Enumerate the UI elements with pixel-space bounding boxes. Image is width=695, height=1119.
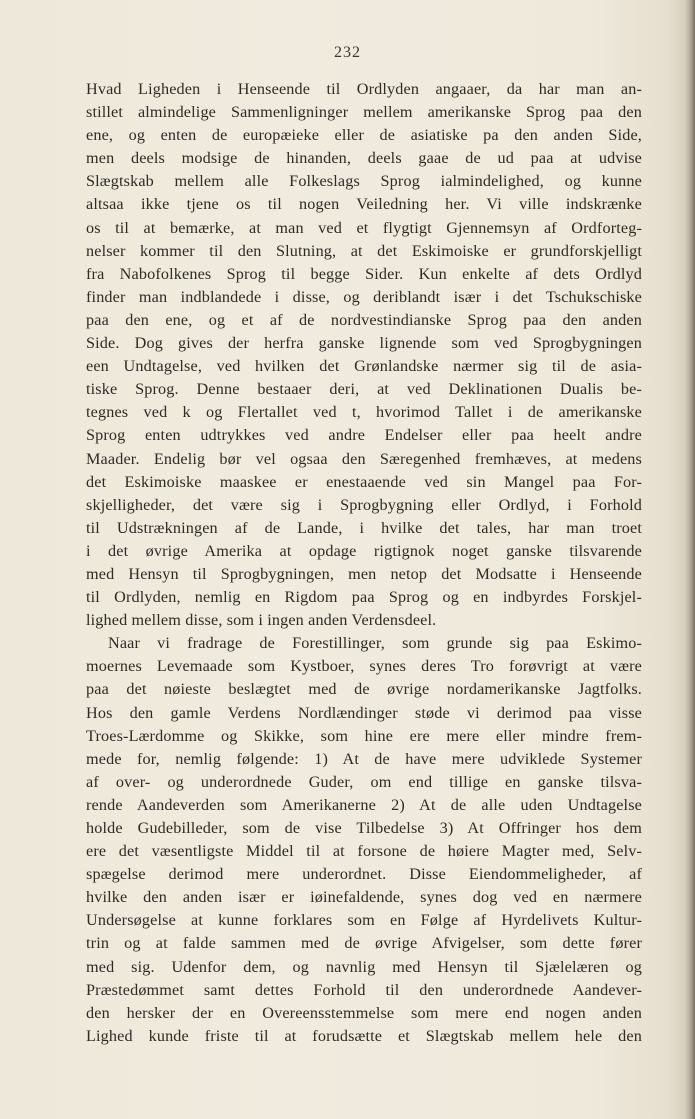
text-line: een Undtagelse, ved hvilken det Grønlandske nærmer sig til de asia- [86,357,642,376]
text-line: mede for, nemlig følgende: 1) At de have mere udviklede Systemer [86,749,642,768]
text-line: med sig. Udenfor dem, og navnlig med Hensyn til Sjælelæren og [86,957,642,976]
text-line: ere det væsentligste Middel til at forsone de høiere Magter med, Selv- [86,842,642,861]
text-line: trin og at falde sammen med de øvrige Afvigelser, som dette fører [86,934,642,953]
text-line: med Hensyn til Sprogbygningen, men netop det Modsatte i Henseende [86,564,642,583]
text-line: Side. Dog gives der herfra ganske lignende som ved Sprogbygningen [86,334,642,353]
text-line: Maader. Endelig bør vel ogsaa den Særegenhed fremhæves, at medens [86,449,642,468]
page-number: 232 [334,44,361,61]
text-line: til Udstrækningen af de Lande, i hvilke det tales, har man troet [86,518,642,537]
text-line: tiske Sprog. Denne bestaaer deri, at ved Deklinationen Dualis be- [86,380,642,399]
text-line: fra Nabofolkenes Sprog til begge Sider. Kun enkelte af dets Ordlyd [86,264,642,283]
paragraph-end-line: lighed mellem disse, som i ingen anden Verdensdeel. [86,611,437,630]
text-line: skjelligheder, det være sig i Sprogbygning eller Ordlyd, i Forhold [86,495,642,514]
page-edge-shadow [685,0,695,1119]
text-line: paa den ene, og et af de nordvestindianske Sprog paa den anden [86,310,642,329]
text-line: Lighed kunde friste til at forudsætte et Slægtskab mellem hele den [86,1026,642,1045]
text-line: Hvad Ligheden i Henseende til Ordlyden angaaer, da har man an- [86,80,642,98]
text-line: Slægtskab mellem alle Folkeslags Sprog ialmindelighed, og kunne [86,172,642,191]
text-line: af over- og underordnede Guder, om end tillige en ganske tilsva- [86,772,642,791]
text-line: men deels modsige de hinanden, deels gaae de ud paa at udvise [86,149,642,168]
paragraph-start-line: Naar vi fradrage de Forestillinger, som grunde sig paa Eskimo- [108,634,642,653]
text-line: holde Gudebilleder, som de vise Tilbedelse 3) At Offringer hos dem [86,819,642,837]
text-line: moernes Levemaade som Kystboer, synes deres Tro forøvrigt at være [86,657,642,676]
text-line: tegnes ved k og Flertallet ved t, hvorimod Tallet i de amerikanske [86,403,642,422]
text-line: spægelse derimod mere underordnet. Disse Eiendommeligheder, af [86,865,642,884]
text-line: altsaa ikke tjene os til nogen Veiledning her. Vi ville indskrænke [86,195,642,214]
text-line: Præstedømmet samt dettes Forhold til den underordnede Aandever- [86,980,642,999]
text-line: det Eskimoiske maaskee er enestaaende ved sin Mangel paa For- [86,472,642,491]
text-line: finder man indblandede i disse, og deriblandt især i det Tschukschiske [86,287,642,306]
text-line: hvilke den anden især er iøinefaldende, synes dog ved en nærmere [86,888,642,907]
text-line: rende Aandeverden som Amerikanerne 2) At de alle uden Undtagelse [86,795,642,814]
body-text [86,78,642,1048]
text-line: stillet almindelige Sammenligninger mellem amerikanske Sprog paa den [86,103,642,122]
text-line: ene, og enten de europæieke eller de asiatiske pa den anden Side, [86,126,642,145]
text-line: Sprog enten udtrykkes ved andre Endelser eller paa heelt andre [86,426,642,445]
text-line: til Ordlyden, nemlig en Rigdom paa Sprog og en indbyrdes Forskjel- [86,588,642,607]
text-line: paa det nøieste beslægtet med de øvrige nordamerikanske Jagtfolks. [86,680,642,699]
text-line: i det øvrige Amerika at opdage rigtignok noget ganske tilsvarende [86,541,642,560]
text-line: Troes-Lærdomme og Skikke, som hine ere mere eller mindre frem- [86,726,642,745]
text-line: Hos den gamle Verdens Nordlændinger støde vi derimod paa visse [86,703,642,722]
text-line: nelser kommer til den Slutning, at det Eskimoiske er grundforskjelligt [86,241,642,260]
text-line: Undersøgelse at kunne forklares som en Følge af Hyrdelivets Kultur- [86,911,642,930]
text-line: den hersker der en Overeensstemmelse som mere end nogen anden [86,1003,642,1022]
text-line: os til at bemærke, at man ved et flygtigt Gjennemsyn af Ordforteg- [86,218,642,237]
